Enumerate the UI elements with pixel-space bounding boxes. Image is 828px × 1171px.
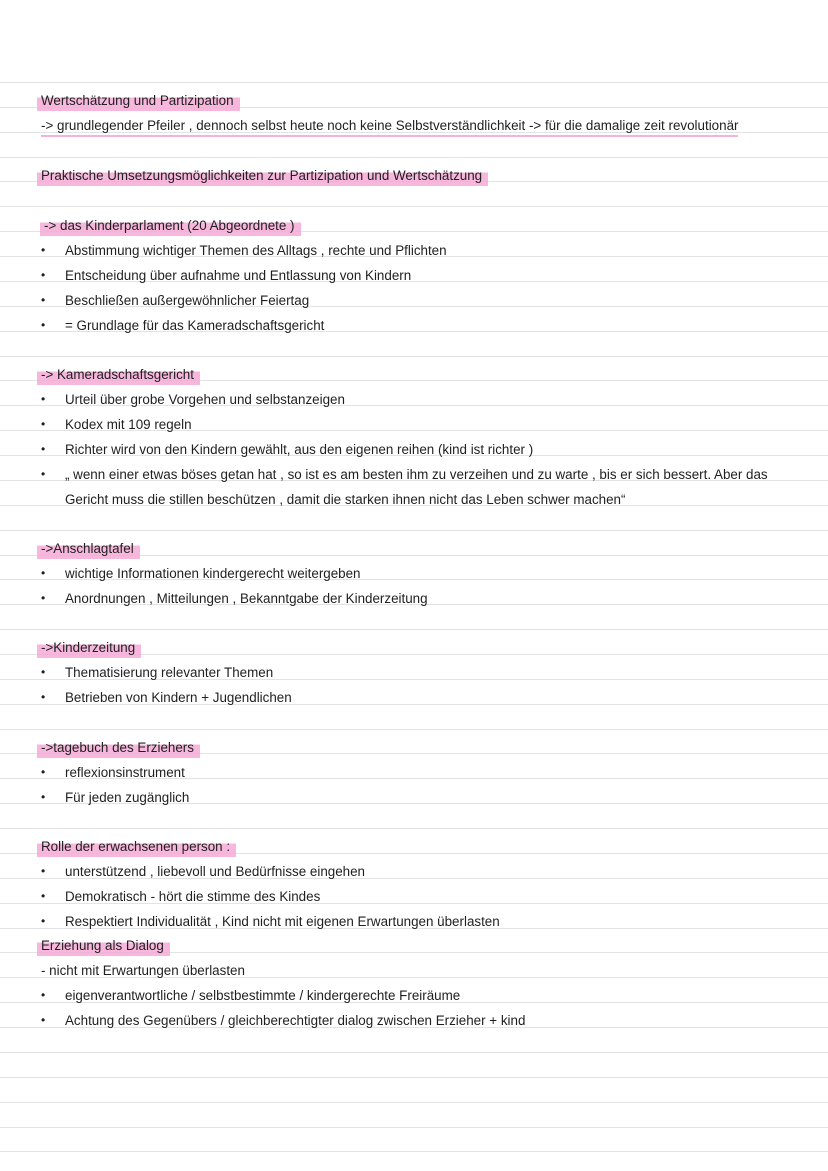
bullet-icon: • [41,318,46,332]
section-heading: Wertschätzung und Partizipation [0,88,828,113]
list-item: • reflexionsinstrument [0,760,828,785]
ruled-line [0,729,828,730]
bullet-icon: • [41,914,46,928]
quote-item: • „ wenn einer etwas böses getan hat , so ist es am besten ihm zu verzeihen und zu warte , bis er sich bessert. Aber das [0,462,828,487]
intro-line: - nicht mit Erwartungen überlasten [41,963,245,978]
section-heading: ->Anschlagtafel [0,536,828,561]
quote-continuation: Gericht muss die stillen beschützen , damit die starken ihnen nicht das Leben schwer machen“ [65,492,626,507]
bullet-icon: • [41,864,46,878]
bullet-icon: • [41,790,46,804]
list-item: • Respektiert Individualität , Kind nicht mit eigenen Erwartungen überlasten [0,909,828,934]
section-heading: Erziehung als Dialog [0,933,828,958]
list-item: • Für jeden zugänglich [0,785,828,810]
bullet-icon: • [41,566,46,580]
list-item: • Entscheidung über aufnahme und Entlassung von Kindern [0,263,828,288]
ruled-line [0,1052,828,1053]
list-item: • Anordnungen , Mitteilungen , Bekanntgabe der Kinderzeitung [0,586,828,611]
list-item: • Achtung des Gegenübers / gleichberechtigter dialog zwischen Erzieher + kind [0,1008,828,1033]
section-heading: -> Kameradschaftsgericht [0,362,828,387]
list-item: • Beschließen außergewöhnlicher Feiertag [0,288,828,313]
bullet-icon: • [41,417,46,431]
bullet-icon: • [41,442,46,456]
bullet-icon: • [41,467,46,481]
ruled-line [0,356,828,357]
intro-line: -> grundlegender Pfeiler , dennoch selbst heute noch keine Selbstverständlichkeit -> für die damalige zeit revolutionär [0,113,828,138]
bullet-icon: • [41,392,46,406]
list-item: • unterstützend , liebevoll und Bedürfnisse eingehen [0,859,828,884]
list-item: • = Grundlage für das Kameradschaftsgericht [0,313,828,338]
ruled-line [0,828,828,829]
ruled-line [0,1127,828,1128]
bullet-icon: • [41,665,46,679]
bullet-icon: • [41,765,46,779]
bullet-icon: • [41,988,46,1002]
bullet-icon: • [41,889,46,903]
bullet-icon: • [41,293,46,307]
list-item: • Thematisierung relevanter Themen [0,660,828,685]
ruled-line [0,530,828,531]
ruled-line [0,1151,828,1152]
bullet-icon: • [41,243,46,257]
list-item: • Kodex mit 109 regeln [0,412,828,437]
bullet-icon: • [41,268,46,282]
bullet-icon: • [41,1013,46,1027]
section-heading: ->tagebuch des Erziehers [0,735,828,760]
bullet-icon: • [41,690,46,704]
list-item: • Betrieben von Kindern + Jugendlichen [0,685,828,710]
ruled-line [0,629,828,630]
ruled-line [0,1102,828,1103]
ruled-line [0,206,828,207]
list-item: • Abstimmung wichtiger Themen des Alltags , rechte und Pflichten [0,238,828,263]
section-heading: Rolle der erwachsenen person : [0,834,828,859]
list-item: • Urteil über grobe Vorgehen und selbstanzeigen [0,387,828,412]
bullet-icon: • [41,591,46,605]
section-heading: Praktische Umsetzungsmöglichkeiten zur Partizipation und Wertschätzung [0,163,828,188]
ruled-line [0,1077,828,1078]
list-item: • eigenverantwortliche / selbstbestimmte / kindergerechte Freiräume [0,983,828,1008]
ruled-line [0,157,828,158]
section-heading: ->Kinderzeitung [0,635,828,660]
list-item: • Demokratisch - hört die stimme des Kindes [0,884,828,909]
section-heading: -> das Kinderparlament (20 Abgeordnete ) [0,213,828,238]
list-item: • wichtige Informationen kindergerecht weitergeben [0,561,828,586]
ruled-line [0,82,828,83]
list-item: • Richter wird von den Kindern gewählt, aus den eigenen reihen (kind ist richter ) [0,437,828,462]
